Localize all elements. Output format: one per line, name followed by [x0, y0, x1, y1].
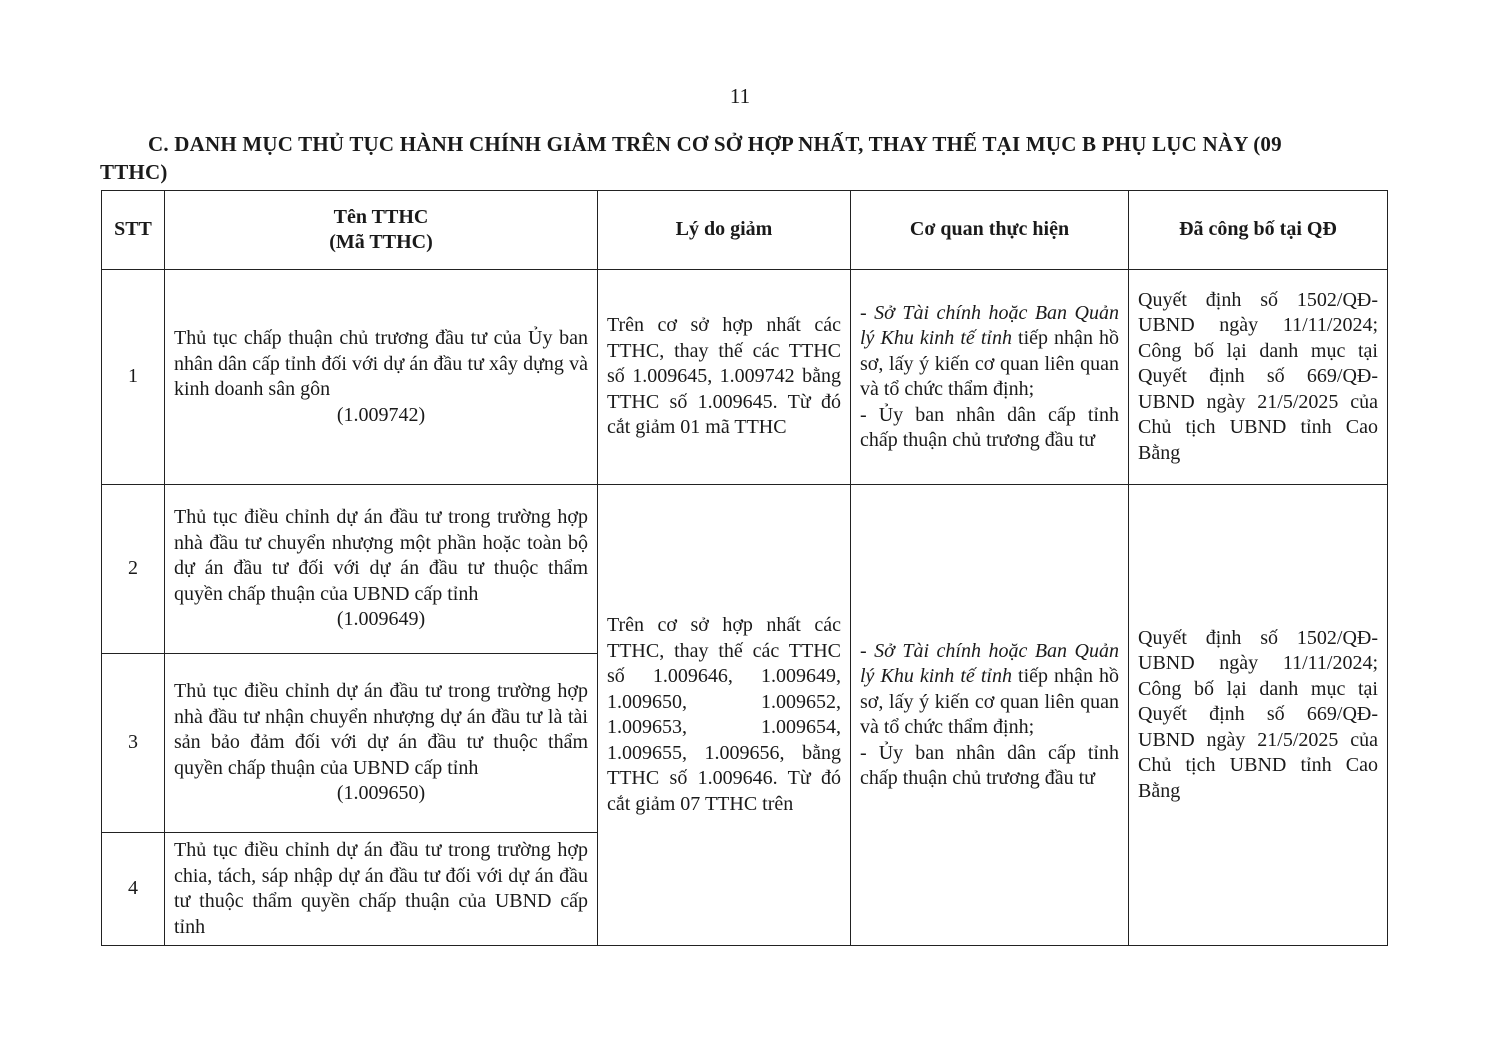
header-decision: Đã công bố tại QĐ: [1129, 191, 1388, 270]
cell-decision-merged: Quyết định số 1502/QĐ-UBND ngày 11/11/2024; Công bố lại danh mục tại Quyết định số 669/QĐ-UBND ngày 21/5/2025 của Chủ tịch UBND tỉnh Cao Bằng: [1129, 485, 1388, 946]
header-stt: STT: [102, 191, 165, 270]
cell-agency-merged: [851, 485, 1129, 946]
agency-italic: - Sở Tài chính hoặc Ban Quản lý Khu kinh tế tỉnh: [860, 301, 1119, 349]
header-agency: Cơ quan thực hiện: [851, 191, 1129, 270]
section-title: [100, 130, 1385, 186]
procedure-code: (1.009742): [336, 403, 426, 426]
cell-stt: 4: [102, 833, 165, 946]
cell-decision: Quyết định số 1502/QĐ-UBND ngày 11/11/2024; Công bố lại danh mục tại Quyết định số 669/QĐ-UBND ngày 21/5/2025 của Chủ tịch UBND tỉnh Cao Bằng: [1129, 270, 1388, 485]
cell-name: [165, 654, 598, 833]
header-name-line2: (Mã TTHC): [329, 231, 433, 253]
header-name: [165, 191, 598, 270]
cell-agency: [851, 270, 1129, 485]
agency-rest: tiếp nhận hồ sơ, lấy ý kiến cơ quan liên quan và tổ chức thẩm định;: [860, 665, 1119, 738]
cell-name: [165, 833, 598, 946]
procedure-code: (1.009649): [336, 608, 426, 631]
page-number: 11: [729, 84, 751, 108]
agency-line-1: [860, 301, 1119, 403]
table-row: [102, 485, 1388, 654]
cell-name: [165, 270, 598, 485]
procedure-name: Thủ tục điều chỉnh dự án đầu tư trong trường hợp chia, tách, sáp nhập dự án đầu tư đối với dự án đầu tư thuộc thẩm quyền chấp thuận của UBND cấp tỉnh: [174, 839, 588, 938]
cell-stt: 3: [102, 654, 165, 833]
agency-rest: tiếp nhận hồ sơ, lấy ý kiến cơ quan liên quan và tổ chức thẩm định;: [860, 327, 1119, 400]
section-title-line2: TTHC): [100, 160, 168, 184]
agency-line-1: [860, 639, 1119, 741]
procedure-name: Thủ tục điều chỉnh dự án đầu tư trong trường hợp nhà đầu tư nhận chuyển nhượng dự án đầu tư là tài sản bảo đảm đối với dự án đầu tư thuộc thẩm quyền chấp thuận của UBND cấp tỉnh: [174, 680, 588, 779]
cell-reason-merged: Trên cơ sở hợp nhất các TTHC, thay thế các TTHC số 1.009646, 1.009649, 1.009650, 1.009652, 1.009653, 1.009654, 1.009655, 1.009656, bằng TTHC số 1.009646. Từ đó cắt giảm 07 TTHC trên: [598, 485, 851, 946]
procedure-name: Thủ tục chấp thuận chủ trương đầu tư của Ủy ban nhân dân cấp tỉnh đối với dự án đầu tư xây dựng và kinh doanh sân gôn: [174, 327, 588, 400]
section-title-line1: C. DANH MỤC THỦ TỤC HÀNH CHÍNH GIẢM TRÊN CƠ SỞ HỢP NHẤT, THAY THẾ TẠI MỤC B PHỤ LỤC NÀY (09: [148, 132, 1282, 156]
procedure-code: (1.009650): [336, 782, 426, 805]
header-name-line1: Tên TTHC: [333, 205, 429, 228]
table-row: [102, 270, 1388, 485]
agency-italic: - Sở Tài chính hoặc Ban Quản lý Khu kinh tế tỉnh: [860, 639, 1119, 687]
header-reason: Lý do giảm: [598, 191, 851, 270]
cell-reason: Trên cơ sở hợp nhất các TTHC, thay thế các TTHC số 1.009645, 1.009742 bằng TTHC số 1.009645. Từ đó cắt giảm 01 mã TTHC: [598, 270, 851, 485]
agency-line-2: - Ủy ban nhân dân cấp tỉnh chấp thuận chủ trương đầu tư: [860, 403, 1119, 451]
table-header-row: [102, 191, 1388, 270]
procedures-table: [101, 190, 1388, 946]
cell-stt: 1: [102, 270, 165, 485]
procedure-name: Thủ tục điều chỉnh dự án đầu tư trong trường hợp nhà đầu tư chuyển nhượng một phần hoặc toàn bộ dự án đầu tư đối với dự án đầu tư thuộc thẩm quyền chấp thuận của UBND cấp tỉnh: [174, 506, 588, 605]
cell-name: [165, 485, 598, 654]
agency-line-2: - Ủy ban nhân dân cấp tỉnh chấp thuận chủ trương đầu tư: [860, 741, 1119, 789]
cell-stt: 2: [102, 485, 165, 654]
